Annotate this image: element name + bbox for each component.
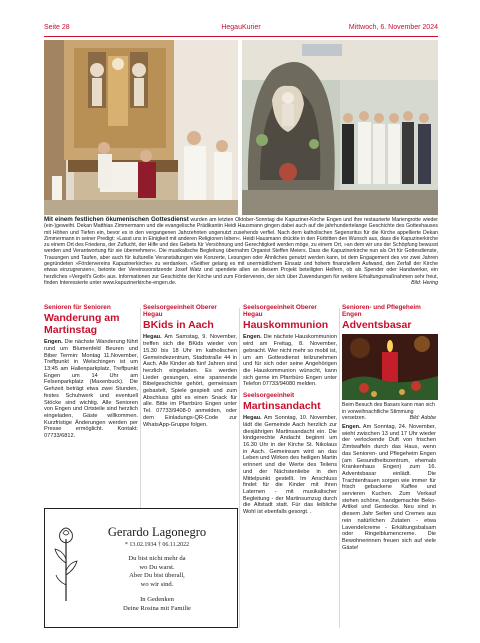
issue-date: Mittwoch, 6. November 2024 — [348, 24, 438, 31]
article-kicker: Seelsorgeeinheit Oberer Hegau — [243, 304, 317, 319]
article-place: Engen. — [44, 339, 63, 346]
verse-line: Du bist nicht mehr da — [128, 555, 186, 562]
memory-line: In Gedenken — [140, 596, 174, 603]
article-martinsandacht — [243, 392, 337, 516]
article-place: Hegau. — [143, 334, 162, 341]
article-headline: Hauskommunion — [243, 319, 329, 332]
advent-candle-photo — [342, 334, 438, 400]
article-headline: BKids in Aach — [143, 319, 214, 332]
image-caption — [342, 402, 436, 421]
article-headline: Adventsbasar — [342, 319, 412, 332]
article-body — [342, 424, 436, 551]
article-bkids — [143, 304, 237, 428]
obituary-verse — [81, 555, 233, 589]
church-altar-photo — [44, 40, 238, 215]
article-kicker: Senioren für Senioren — [44, 304, 111, 311]
article-text: Die nächste Hauskommunion wird am Freitag, 8. November, gebracht. Wer nicht mehr so mobil ist, um am Gottesdienst teilzunehmen und für sich oder seine Angehörigen die Hauskommunion wünscht, kann sich gerne im Pfarrbüro Engen unter Telefon 07733/94080 melden. — [243, 334, 337, 388]
verse-line: wo wir sind. — [140, 580, 174, 588]
article-kicker: Seelsorgeeinheit Oberer Hegau — [143, 304, 217, 319]
article-body — [44, 339, 138, 440]
publication-name: HegauKurier — [221, 24, 261, 31]
image-credit: Bild: Adobe — [409, 414, 436, 421]
top-story-credit: Bild: Hering — [411, 279, 438, 286]
obituary-memory — [81, 596, 233, 613]
article-text: Am Sonntag, 24. November, wieht zwischen 13 und 17 Uhr wieder der verlockende Duft von frischen Zimtwaffeln durch das Haus, wenn das Senioren- und Pflegeheim Engen (am Gesundheitszentrum, ehemals Krankenhaus Engen) zum 16. Adventsbasar einlädt. Die Trachtenfrauen sorgen wie immer für frisch gebackene Kaffee und servieren Kuchen. Zum Verkauf stehen schöne, handgemachte Beko-Artikel und Gestecke. Neu sind in diesem Jahr Seifen und Cremes aus rein natürlichen Zutaten - etwa Lavendelcreme - Erkältungsbalsam oder Ringelblumencreme. Die Bewohnerinnen freuen sich auf viele Gäste! — [342, 424, 436, 551]
article-place: Hegau. — [243, 415, 262, 422]
header-divider — [44, 36, 438, 37]
article-headline: Martinsandacht — [243, 400, 321, 413]
article-place: Engen. — [243, 334, 262, 341]
top-story-caption — [44, 217, 438, 286]
article-wanderung — [44, 304, 138, 440]
page-number: Seite 28 — [44, 24, 70, 31]
article-kicker: Seelsorgeeinheit — [243, 392, 295, 400]
top-story-lead: Mit einem festlichen ökumenischen Gottesdienst — [44, 216, 189, 223]
article-kicker: Senioren- und Pflegeheim Engen — [342, 304, 421, 319]
article-hauskommunion — [243, 304, 337, 516]
life-dates: * 13.02.1934 † 06.11.2022 — [124, 542, 190, 548]
obituary-notice — [44, 508, 238, 628]
article-text: Die nächste Wanderung führt rund um Blumenfeld Beuren und Biber Termin: Montag 11.November, Treffpunkt in Welschingen ist um 13:45 am Hallenparkplatz, Treffpunkt Engen um 14 Uhr am Felsenparkplatz (Maxenbuck). Die Gehzeit beträgt etwa zwei Stunden, festes Schuhwerk und eventuell Stöcke sind wichtig. Alle Senioren von Engen und Ortsteile sind herzlich eingeladen, Gäste willkommen. Kurzfristige Änderungen werden per Presse ermöglicht. Kontakt: 07733/6812. — [44, 339, 138, 440]
article-place: Engen. — [342, 424, 361, 431]
article-adventsbasar — [342, 304, 436, 551]
article-text: Am Sonntag, 10. November, lädt die Gemeinde Aach herzlich zur diesjährigen Martinsandacht ein. Die kindgerechte Andacht beginnt um 16.30 Uhr in der Kirche St. Nikolaus in Aach. Gemeinsam wird an das Leben und Wirken des heiligen Martin erinnert und die Werte des Teilens und der Nächstenliebe in den Mittelpunkt gestellt. Im Anschluss findet für die Kinder mit ihren Laternen - mit musikalischer Begleitung - der Martinsumzug durch die Altstadt statt. Für das leibliche Wohl ist ebenfalls gesorgt. . — [243, 415, 337, 516]
rose-icon — [53, 523, 79, 603]
article-body — [243, 415, 337, 516]
column-divider — [239, 308, 240, 628]
article-headline: Wanderung am Martinstag — [44, 312, 120, 337]
memory-line: Deine Rosina mit Familie — [123, 604, 191, 612]
page-header — [44, 22, 438, 34]
grotto-group-photo — [242, 40, 438, 215]
column-divider — [339, 308, 340, 628]
article-body — [143, 334, 237, 428]
deceased-name: Gerardo Lagonegro — [107, 525, 207, 539]
verse-line: wo Du warst. — [139, 563, 175, 571]
article-text: Am Samstag, 9. November, treffen sich die BKids wieder von 15.30 bis 18 Uhr im katholischen Gemeindezentrum, Stadtstraße 44 in Aach. Alle Kinder ab fünf Jahren sind herzlich eingeladen. Es werden Lieder gesungen, eine spannende Bibelgeschichte gehört, gemeinsam gebastelt, Spiele gespielt und zum Abschluss gibt es einen Snack für alle. Bitte im Pfarrbüro Engen unter Tel. 07733/9408-0 anmelden, oder dem Einladungs-QR-Code zur WhatsApp-Gruppe folgen. — [143, 334, 237, 428]
top-story-text: wurden am letzten Oktober-Sonntag die Kapuziner-Kirche Engen und ihre restaurierte Mariengrotte wieder (ein-)geweiht. Dekan Matthias Zimmermann und die evangelische Prädikantin Heidi Hausmann gingen dabei auch auf die jahrhundertelange Geschichte des Gotteshauses mit Höhen und Tiefen ein, bevor es in den vergangenen Jahrzehnten ungenutzt zusehends verfiel. Nach dem katholischen Segensritus für die Kirche appellierte Dekan Zimmermann in seiner Predigt: »Lasst uns in Einigkeit mit anderen Religionen leben«. Heidi Hausmann drückte in den Fürbitten den Wunsch aus, dass die Kapuzinerkirche zu einem Ort des Friedens, der Zuflucht, der Hilfe und des Gebets für Versöhnung und Gerechtigkeit werden möge, zu einem Ort, »an dem wir uns der Schöpfung bewusst werden und Verantwortung für sie übernehmen«. Die musikalische Begleitung übernahm Organist Steffen Meiers. Dass die Kapuzinerkirche nun als Ort für Gottesdienste, Trauungen und Taufen, aber auch für kulturelle Veranstaltungen wie Konzerte, Lesungen oder Ähnliches genutzt werden kann, ist dem Engagement des vor zwei Jahren gegründeten »Fördervereins Kapuzinerkirche« zu verdanken. »Seither gelang es mit unermüdlichem Einsatz und hohem finanziellem Aufwand, den Zerfall der Kirche etwas einzugrenzen«, betonte der Vereinsvorsitzende Josef Watz und spendete allen an diesem Projekt beteiligten Helfern, ob als Spender oder Handwerker, ein herzliches »Vergelt's Gott« aus. Informationen zur Geschichte der Kirche und zum Förderverein, der sich über Zuwendungen für weitere Erhaltungsmaßnahmen sehr freut, finden Interessierte unter www.kapuzinerkirche-engen.de. — [44, 217, 438, 286]
verse-line: Aber Du bist überall, — [129, 572, 185, 580]
image-caption-text: Beim Besuch des Basars kann man sich in vorweihnachtliche Stimmung versetzen. — [342, 402, 435, 421]
article-body — [243, 334, 337, 388]
